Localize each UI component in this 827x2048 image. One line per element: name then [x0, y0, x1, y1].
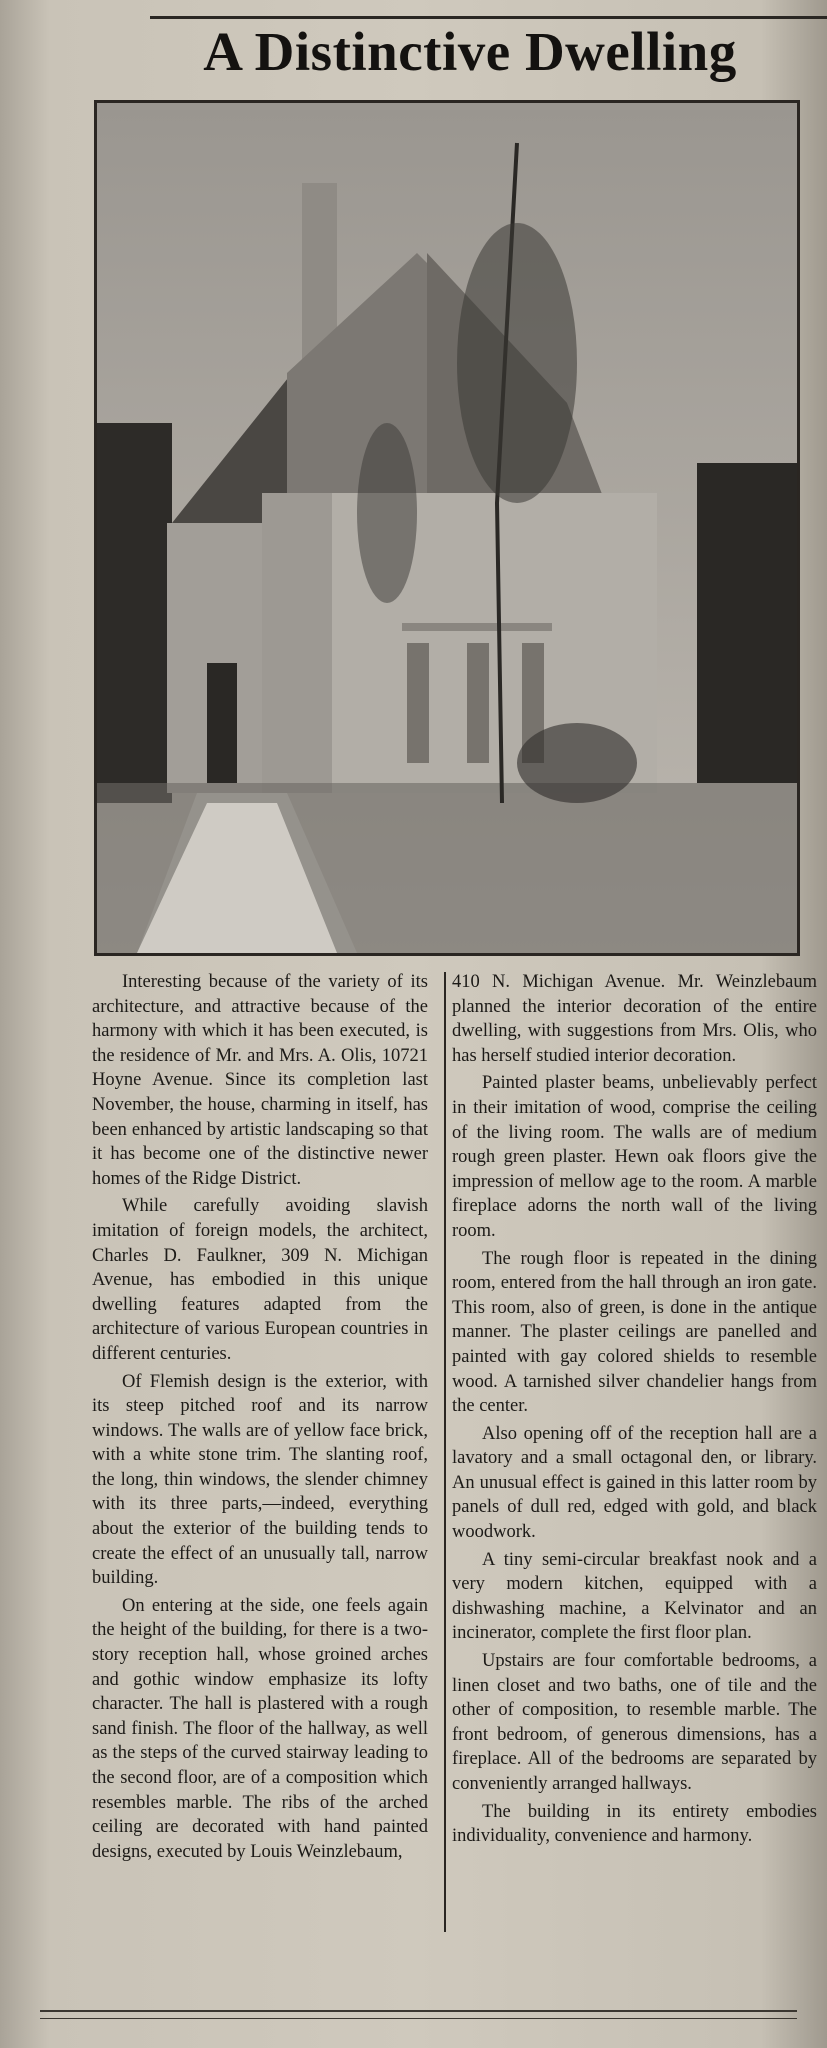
paragraph: On entering at the side, one feels again the height of the building, for there is a two-story reception hall, whose groined arches and gothic window emphasize its lofty character. The hall is plastered with a rough sand finish. The floor of the hallway, as well as the steps of the curved stairway leading to the second floor, are of a composition which resembles marble. The ribs of the arched ceiling are decorated with hand painted designs, executed by Louis Weinzlebaum, — [92, 1595, 428, 1862]
paragraph: 410 N. Michigan Avenue. Mr. Weinzlebaum planned the interior decoration of the entire dwelling, with suggestions from Mrs. Olis, who has herself studied interior decoration. — [452, 972, 817, 1066]
paragraph: Of Flemish design is the exterior, with its steep pitched roof and its narrow windows. The walls are of yellow face brick, with a white stone trim. The slanting roof, the long, thin windows, the slender chimney with its three parts,—indeed, everything about the exterior of the building tends to create the effect of an unusually tall, narrow building. — [92, 1371, 428, 1589]
top-rule — [150, 16, 827, 19]
paragraph: While carefully avoiding slavish imitation of foreign models, the architect, Charles D. Faulkner, 309 N. Michigan Avenue, has embodied in this unique dwelling features adapted from the architecture of various European countries in different centuries. — [92, 1196, 428, 1364]
article-title: A Distinctive Dwelling — [203, 21, 737, 82]
paragraph: A tiny semi-circular breakfast nook and a very modern kitchen, equipped with a dishwashing machine, a Kelvinator and an incinerator, complete the first floor plan. — [452, 1549, 817, 1644]
column-divider — [444, 972, 446, 1932]
paragraph: Interesting because of the variety of its architecture, and attractive because of the harmony with which it has been executed, is the residence of Mr. and Mrs. A. Olis, 10721 Hoyne Avenue. Since its completion last November, the house, charming in itself, has been enhanced by artistic landscaping so that it has become one of the distinctive newer homes of the Ridge District. — [92, 972, 428, 1189]
paragraph: Painted plaster beams, unbelievably perfect in their imitation of wood, comprise the ceiling of the living room. The walls are of medium rough green plaster. Hewn oak floors give the impression of mellow age to the room. A marble fireplace adorns the north wall of the living room. — [452, 1073, 817, 1241]
paragraph: Upstairs are four comfortable bedrooms, a linen closet and two baths, one of tile and the other of composition, to resemble marble. The front bedroom, of generous dimensions, has a fireplace. All of the bedrooms are separated by conveniently arranged hallways. — [452, 1651, 817, 1794]
left-column — [92, 970, 428, 1867]
right-column — [452, 970, 817, 1852]
house-photo — [94, 100, 800, 956]
paragraph: Also opening off of the reception hall are a lavatory and a small octagonal den, or library. An unusual effect is gained in this latter room by panels of dull red, edged with gold, and black woodwork. — [452, 1423, 817, 1543]
bottom-rule — [40, 2010, 797, 2012]
paragraph: The building in its entirety embodies individuality, convenience and harmony. — [452, 1801, 817, 1847]
paragraph: The rough floor is repeated in the dining room, entered from the hall through an iron gate. This room, also of green, is done in the antique manner. The plaster ceilings are panelled and painted with gay colored shields to resemble wood. A tarnished silver chandelier hangs from the center. — [452, 1248, 817, 1417]
bottom-rule — [40, 2018, 797, 2019]
